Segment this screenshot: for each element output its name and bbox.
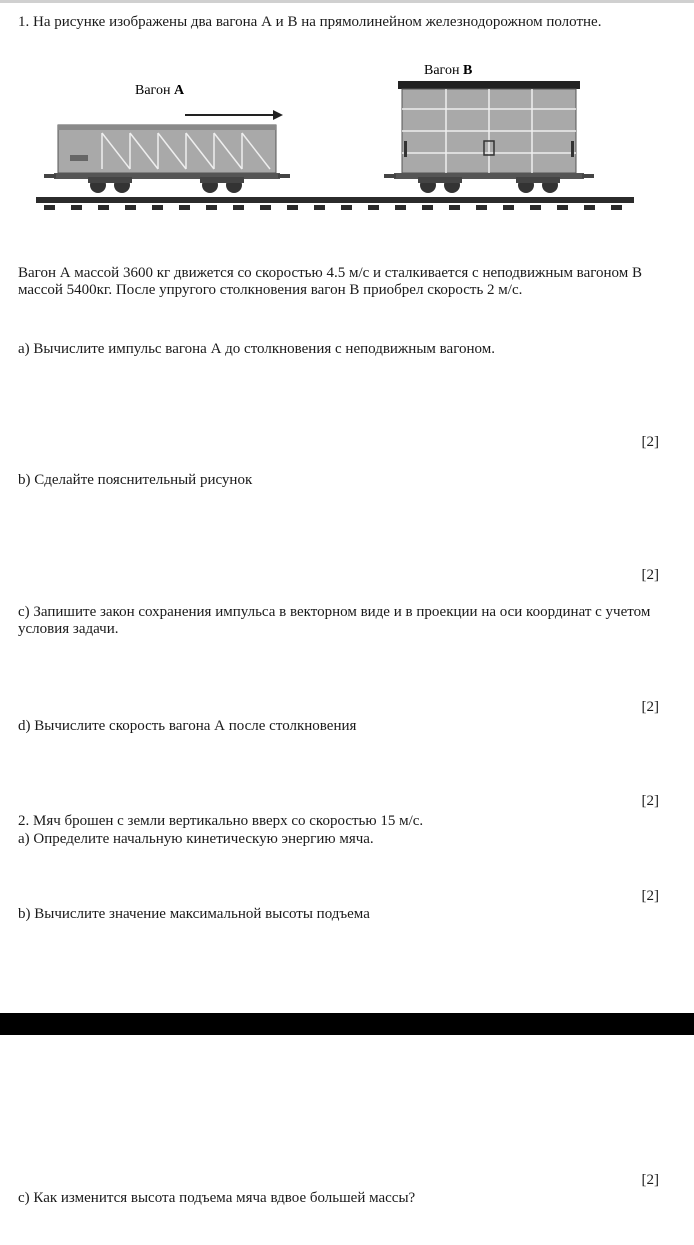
rail-sleeper (206, 205, 217, 210)
wagon-b (384, 81, 594, 193)
rail-sleeper (314, 205, 325, 210)
velocity-arrow (185, 110, 283, 120)
rail-sleeper (98, 205, 109, 210)
score-mark: [2] (641, 793, 659, 809)
task2-question-a: а) Определите начальную кинетическую энергию мяча. (18, 831, 374, 847)
rail-sleeper (449, 205, 460, 210)
score-mark: [2] (641, 1172, 659, 1188)
task2-intro: 2. Мяч брошен с земли вертикально вверх со скоростью 15 м/с. (18, 813, 424, 829)
rail-sleeper (152, 205, 163, 210)
rail-sleeper (233, 205, 244, 210)
task2-question-c: с) Как изменится высота подъема мяча вдвое большей массы? (18, 1190, 416, 1206)
score-mark: [2] (641, 567, 659, 583)
rail-sleeper (557, 205, 568, 210)
score-mark: [2] (641, 699, 659, 715)
score-mark: [2] (641, 434, 659, 450)
rail-sleeper (611, 205, 622, 210)
rail-sleeper (422, 205, 433, 210)
rail-sleeper (476, 205, 487, 210)
score-mark: [2] (641, 888, 659, 904)
task1-question-a: а) Вычислите импульс вагона А до столкновения с неподвижным вагоном. (18, 341, 495, 357)
task1-condition: Вагон А массой 3600 кг движется со скоростью 4.5 м/с и сталкивается с неподвижным вагоном В массой 5400кг. После упругого столкновения вагон В приобрел скорость 2 м/с. (18, 265, 642, 298)
label-wagon-b: Вагон В (424, 63, 473, 78)
task1-question-c: с) Запишите закон сохранения импульса в векторном виде и в проекции на оси координат с учетом условия задачи. (18, 604, 651, 637)
rail-sleeper (71, 205, 82, 210)
rail-sleeper (503, 205, 514, 210)
rail-sleeper (530, 205, 541, 210)
rail-sleeper (395, 205, 406, 210)
rail-sleeper (584, 205, 595, 210)
label-wagon-a: Вагон А (135, 83, 185, 98)
wagon-a (44, 125, 290, 193)
page-separator-bar (0, 1013, 694, 1035)
task1-intro: 1. На рисунке изображены два вагона А и В на прямолинейном железнодорожном полотне. (18, 14, 602, 30)
task1-question-b: b) Сделайте пояснительный рисунок (18, 472, 253, 488)
rail-sleeper (341, 205, 352, 210)
wagons-figure (30, 55, 640, 230)
rail-sleeper (260, 205, 271, 210)
rail-sleeper (44, 205, 55, 210)
task1-question-d: d) Вычислите скорость вагона А после столкновения (18, 718, 357, 734)
rail-sleeper (287, 205, 298, 210)
task2-question-b: b) Вычислите значение максимальной высоты подъема (18, 906, 370, 922)
rail-sleeper (179, 205, 190, 210)
rail-sleeper (125, 205, 136, 210)
rail-sleeper (368, 205, 379, 210)
top-border (0, 0, 694, 3)
railway-track (36, 197, 634, 210)
